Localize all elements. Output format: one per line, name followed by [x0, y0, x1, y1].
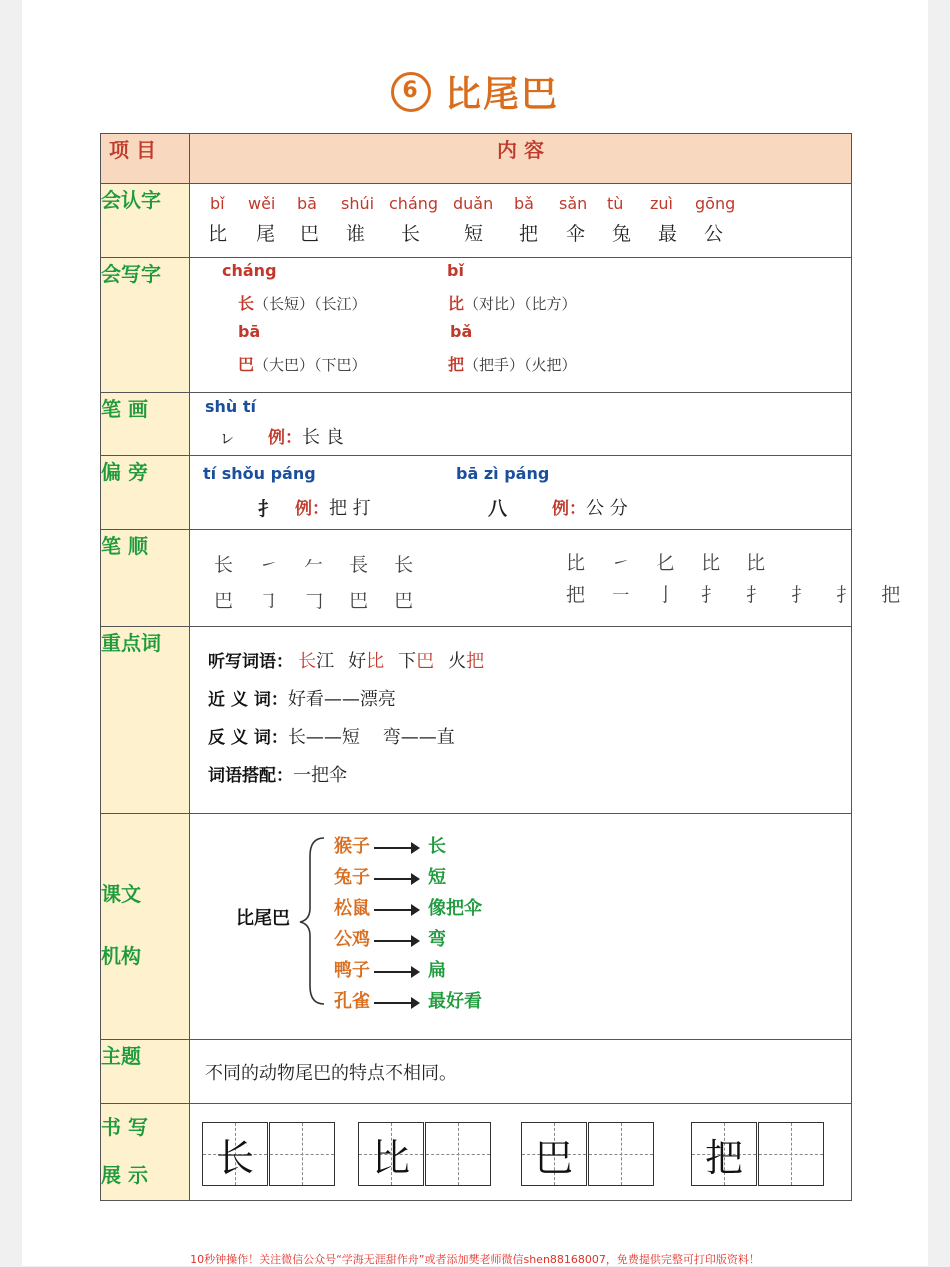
stroke-example-label: 例： — [268, 428, 302, 448]
recognize-pinyin: wěi — [248, 194, 276, 213]
recognize-cell — [190, 184, 852, 258]
write-pinyin-3: bā — [238, 322, 261, 341]
arrow-icon — [374, 971, 418, 973]
arrow-icon — [374, 909, 418, 911]
recognize-char: 谁 — [346, 223, 366, 245]
radical-pinyin-1: tí shǒu páng — [203, 464, 316, 483]
structure-tail: 最好看 — [428, 991, 482, 1012]
structure-tail: 扁 — [428, 960, 446, 981]
lesson-number-badge: 6 — [391, 72, 431, 112]
synonym-label: 近 义 词： — [208, 690, 288, 710]
label-structure-2: 机构 — [101, 943, 141, 968]
arrow-icon — [374, 847, 418, 849]
dictation-words — [298, 651, 498, 672]
radical-example-2: 公 分 — [586, 498, 628, 519]
write-char-1: 长 — [238, 294, 255, 313]
radical-example-1: 把 打 — [329, 498, 371, 519]
lesson-table — [100, 133, 911, 1201]
antonym-text: 长——短 弯——直 — [287, 727, 455, 748]
order-cell — [190, 530, 911, 627]
label-write: 会写字 — [101, 258, 190, 393]
recognize-char: 公 — [704, 223, 724, 245]
order-row-ba: 巴 ㇆ 𠃌 巴 巴 — [214, 590, 424, 612]
lesson-title — [0, 66, 950, 117]
write-cell — [190, 258, 852, 393]
structure-brace — [298, 836, 328, 1006]
keywords-cell — [190, 627, 852, 814]
writing-box-empty — [588, 1122, 654, 1186]
write-pinyin-1: cháng — [222, 261, 277, 280]
structure-root: 比尾巴 — [236, 908, 290, 929]
collocation-part-b: 把 — [311, 765, 329, 786]
antonym-label: 反 义 词： — [208, 728, 288, 748]
header-item: 项 目 — [101, 134, 190, 184]
recognize-pinyin: bǎ — [514, 194, 534, 213]
recognize-char: 兔 — [612, 223, 632, 245]
write-char-3: 巴 — [238, 355, 255, 374]
writing-char: 把 — [704, 1136, 743, 1180]
structure-pair — [334, 832, 446, 858]
radical-example-label-2: 例： — [552, 499, 586, 519]
writing-box-filled — [202, 1122, 268, 1186]
order-row-chang: 长 ㇀ 𠂉 ⻑ 长 — [214, 554, 424, 576]
structure-animal: 孔雀 — [334, 991, 370, 1012]
collocation-part-a: 一 — [293, 765, 311, 786]
writing-char: 长 — [215, 1136, 254, 1180]
write-words-2: （对比）（比方） — [464, 295, 577, 313]
radical-symbol-2: 八 — [488, 498, 508, 520]
lesson-title-text: 比尾巴 — [444, 74, 559, 115]
structure-cell — [190, 814, 852, 1040]
label-structure — [101, 814, 190, 1040]
theme-cell — [190, 1040, 852, 1104]
writing-box-filled — [521, 1122, 587, 1186]
recognize-char: 比 — [208, 223, 228, 245]
dictation-word: 长江 — [298, 651, 335, 672]
radical-pinyin-2: bā zì páng — [456, 464, 550, 483]
recognize-pinyin: shúi — [341, 194, 375, 213]
structure-animal: 鸭子 — [334, 960, 370, 981]
write-char-4: 把 — [448, 355, 465, 374]
dictation-word: 好比 — [348, 651, 385, 672]
radical-cell — [190, 456, 852, 530]
recognize-pinyin: bā — [297, 194, 317, 213]
label-theme: 主题 — [101, 1040, 190, 1104]
arrow-icon — [374, 878, 418, 880]
label-structure-1: 课文 — [101, 881, 141, 906]
recognize-char: 把 — [519, 223, 539, 245]
dictation-word: 下巴 — [398, 651, 435, 672]
label-display-2: 展 示 — [101, 1163, 148, 1187]
order-row-ba2: 把 ㇐ 亅 扌 扌 扌 扌 把 — [566, 584, 911, 606]
arrow-icon — [374, 1002, 418, 1004]
writing-box-empty — [269, 1122, 335, 1186]
recognize-pinyin: duǎn — [453, 194, 494, 213]
writing-box-empty — [758, 1122, 824, 1186]
label-radical: 偏 旁 — [101, 456, 190, 530]
structure-pair — [334, 956, 446, 982]
display-cell — [190, 1104, 852, 1201]
stroke-cell — [190, 393, 852, 456]
recognize-char: 长 — [401, 223, 421, 245]
write-char-2: 比 — [448, 294, 465, 313]
label-display-1: 书 写 — [101, 1115, 148, 1139]
label-recognize: 会认字 — [101, 184, 190, 258]
recognize-char: 巴 — [300, 223, 320, 245]
structure-animal: 松鼠 — [334, 898, 370, 919]
theme-text: 不同的动物尾巴的特点不相同。 — [205, 1062, 457, 1084]
writing-box-empty — [425, 1122, 491, 1186]
writing-char: 巴 — [534, 1136, 573, 1180]
label-order: 笔 顺 — [101, 530, 190, 627]
stroke-pinyin: shù tí — [205, 397, 257, 416]
stroke-example: 长 良 — [302, 427, 344, 448]
recognize-pinyin: cháng — [389, 194, 439, 213]
recognize-char: 短 — [464, 223, 484, 245]
write-pinyin-4: bǎ — [450, 322, 473, 341]
recognize-char: 尾 — [256, 223, 276, 245]
structure-pair — [334, 863, 446, 889]
structure-animal: 公鸡 — [334, 929, 370, 950]
label-keywords: 重点词 — [101, 627, 190, 814]
dictation-label: 听写词语： — [208, 652, 293, 672]
recognize-pinyin: gōng — [695, 194, 736, 213]
collocation-label: 词语搭配： — [208, 766, 293, 786]
structure-tail: 像把伞 — [428, 898, 482, 919]
structure-tail: 短 — [428, 867, 446, 888]
collocation-part-c: 伞 — [329, 765, 347, 786]
structure-tail: 弯 — [428, 929, 446, 950]
recognize-pinyin: bǐ — [210, 194, 225, 213]
radical-symbol-1: 扌 — [258, 498, 278, 520]
stroke-symbol: ㇾ — [218, 427, 236, 448]
recognize-pinyin: sǎn — [559, 194, 588, 213]
write-words-3: （大巴）（下巴） — [254, 356, 367, 374]
write-words-1: （长短）（长江） — [254, 295, 367, 313]
synonym-text: 好看——漂亮 — [287, 689, 396, 710]
header-content: 内 容 — [190, 134, 852, 184]
dictation-word: 火把 — [448, 651, 485, 672]
order-row-bi: 比 ㇀ 𠤎 比 比 — [566, 552, 776, 574]
writing-box-filled — [691, 1122, 757, 1186]
writing-char: 比 — [371, 1136, 410, 1180]
structure-animal: 猴子 — [334, 836, 370, 857]
structure-animal: 兔子 — [334, 867, 370, 888]
recognize-char: 伞 — [566, 223, 586, 245]
structure-pair — [334, 987, 482, 1013]
structure-pair — [334, 894, 482, 920]
recognize-char: 最 — [658, 223, 678, 245]
arrow-icon — [374, 940, 418, 942]
recognize-pinyin: tù — [607, 194, 624, 213]
write-words-4: （把手）（火把） — [464, 356, 577, 374]
write-pinyin-2: bǐ — [447, 261, 464, 280]
label-stroke: 笔 画 — [101, 393, 190, 456]
footer-note: 10秒钟操作！关注微信公众号“学海无涯甜作舟”或者添加樊老师微信shen88168007，免费提供完整可打印版资料！ — [190, 1253, 760, 1266]
structure-tail: 长 — [428, 836, 446, 857]
recognize-pinyin: zuì — [650, 194, 673, 213]
structure-pair — [334, 925, 446, 951]
writing-box-filled — [358, 1122, 424, 1186]
label-display — [101, 1104, 190, 1201]
radical-example-label-1: 例： — [295, 499, 329, 519]
